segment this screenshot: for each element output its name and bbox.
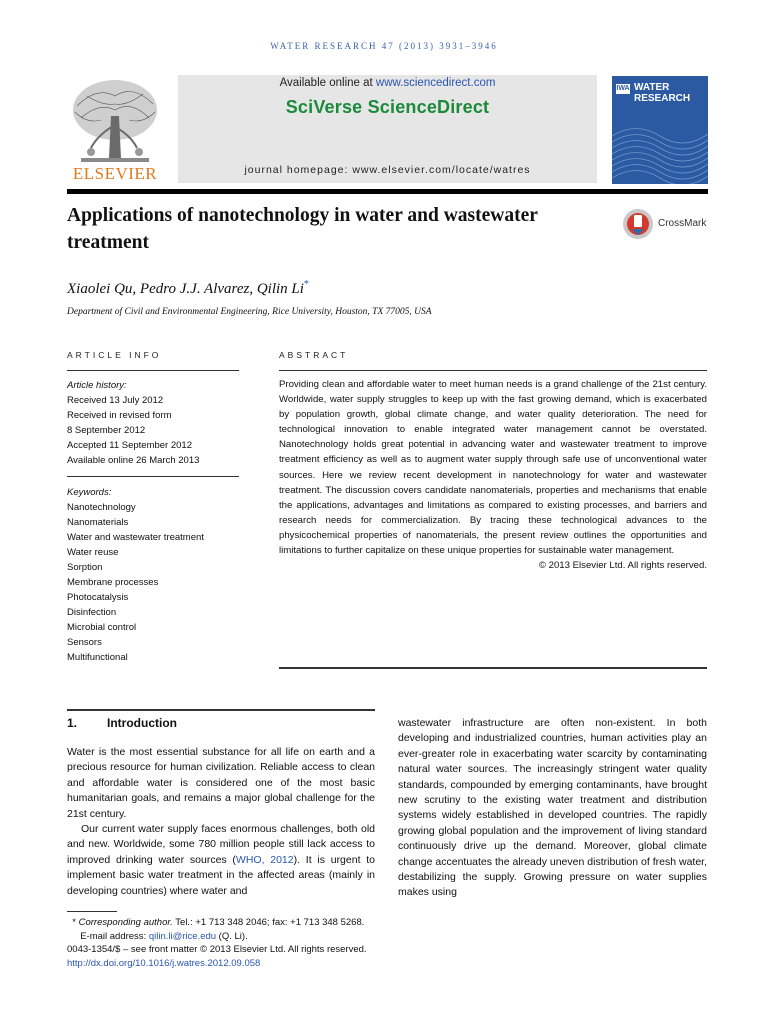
keywords-rule: [67, 476, 239, 477]
footnote: [67, 916, 367, 970]
intro-paragraph: [67, 822, 375, 899]
keyword: Nanomaterials: [67, 517, 129, 528]
crossmark-badge[interactable]: [622, 207, 708, 241]
keyword: Sorption: [67, 562, 103, 573]
keywords-label: Keywords:: [67, 487, 112, 498]
keyword: Microbial control: [67, 622, 137, 633]
intro-p2-start: Our current water supply faces enormous challenges, both old and new. Worldwide, some 780 million people still lack access to improved drinking water sources (: [67, 823, 375, 866]
keyword: Water reuse: [67, 547, 119, 558]
email-label: E-mail address:: [80, 930, 149, 942]
keyword: Sensors: [67, 637, 102, 648]
history-item: Received in revised form: [67, 410, 172, 421]
intro-heading: [67, 716, 177, 730]
article-info-heading: ARTICLE INFO: [67, 350, 162, 360]
crossmark-label: CrossMark: [658, 218, 707, 229]
keyword: Multifunctional: [67, 652, 128, 663]
journal-reference: WATER RESEARCH 47 (2013) 3931–3946: [270, 41, 498, 51]
doi-link[interactable]: http://dx.doi.org/10.1016/j.watres.2012.09.058: [67, 957, 261, 969]
history-label: Article history:: [67, 380, 127, 391]
corresponding-author-note: [67, 916, 367, 930]
intro-left-column: [67, 745, 375, 899]
article-title: Applications of nanotechnology in water and wastewater treatment: [67, 205, 538, 253]
email-link[interactable]: qilin.li@rice.edu: [148, 930, 217, 942]
history-item: Available online 26 March 2013: [67, 455, 200, 466]
section-title: Introduction: [107, 716, 177, 730]
article-info-rule: [67, 370, 239, 371]
abstract-text: Providing clean and affordable water to meet human needs is a grand challenge of the 21st century. Worldwide, water supply struggles to keep up with the fast growing demand, which is exacerbated by population growth, global climate change, and water quality deterioration. The need for technological innovation to enable integrated water management cannot be overstated. Nanotechnology holds great potential in advancing water and wastewater treatment to improve treatment efficiency as well as to augment water supply through safe use of unconventional water sources. Here we review recent development in nanotechnology for water and wastewater treatment. The discussion covers candidate nanomaterials, properties and mechanisms that enable the applications, advantages and limitations as compared to existing processes, and barriers and research needs for commercialization. By tracing these technological advances to the physicochemical properties of nanomaterials, the present review outlines the opportunities and limitations to further capitalize on these unique properties for sustainable water management.: [279, 379, 707, 557]
keyword: Water and wastewater treatment: [67, 532, 204, 543]
abstract-bottom-rule: [279, 667, 707, 669]
cover-iwa: IWA: [616, 85, 630, 92]
email-line: [67, 930, 367, 944]
keyword: Nanotechnology: [67, 502, 136, 513]
footnote-star: *: [72, 917, 76, 928]
keyword: Disinfection: [67, 607, 117, 618]
header-divider: [67, 189, 708, 194]
journal-cover: [612, 76, 708, 184]
corresponding-label: Corresponding author.: [78, 917, 173, 928]
history-item: Received 13 July 2012: [67, 395, 164, 406]
elsevier-wordmark: ELSEVIER: [72, 164, 158, 183]
corresponding-contact: Tel.: +1 713 348 2046; fax: +1 713 348 5268.: [172, 917, 365, 928]
affiliation: Department of Civil and Environmental Engineering, Rice University, Houston, TX 77005, USA: [67, 307, 432, 317]
abstract-copyright: © 2013 Elsevier Ltd. All rights reserved.: [538, 560, 707, 572]
sciencedirect-link[interactable]: www.sciencedirect.com: [375, 77, 496, 89]
intro-paragraph: wastewater infrastructure are often non-existent. In both developing and industrialized countries, human activities play an ever-greater role in exacerbating water scarcity by contaminating natural water sources. The increasingly stringent water quality standards, compounded by emerging contaminants, have brought new scrutiny to the existing water treatment and distribution systems widely established in developed countries. The rapidly growing global population and the improvement of living standard continuously drive up the demand. Moreover, global climate change accentuates the already uneven distribution of fresh water, destabilizing the supply. Growing pressure on water supplies makes using: [398, 717, 707, 899]
available-prefix: Available online at: [279, 77, 376, 89]
corresponding-author-mark[interactable]: *: [303, 279, 309, 290]
elsevier-logo: [67, 76, 163, 186]
history-item: Accepted 11 September 2012: [67, 440, 192, 451]
cover-title-line2: RESEARCH: [634, 93, 691, 104]
author-list: [67, 279, 309, 298]
sciencedirect-banner: [178, 75, 597, 183]
intro-right-column: [398, 716, 707, 901]
cover-title-line1: WATER: [634, 82, 670, 93]
available-online: [178, 77, 597, 89]
article-info: [67, 378, 239, 665]
journal-homepage: journal homepage: www.elsevier.com/locate/watres: [244, 164, 531, 176]
history-item: 8 September 2012: [67, 425, 146, 436]
crossmark-icon: [622, 207, 654, 241]
keyword: Photocatalysis: [67, 592, 129, 603]
intro-p2-end: ). It is urgent to implement basic water treatment in the affected areas (mainly in developing countries) where water and: [67, 853, 376, 897]
section-number: 1.: [67, 716, 78, 730]
abstract-rule: [279, 370, 707, 371]
intro-paragraph: Water is the most essential substance for all life on earth and a precious resource for human civilization. Reliable access to clean and affordable water is considered one of the most basic humanitarian goals, and remains a major global challenge for the 21st century.: [67, 746, 375, 820]
abstract-heading: ABSTRACT: [279, 350, 349, 360]
email-suffix: (Q. Li).: [216, 930, 248, 942]
abstract-body: [279, 377, 707, 573]
authors-text: Xiaolei Qu, Pedro J.J. Alvarez, Qilin Li: [67, 281, 304, 297]
issn-line: 0043-1354/$ – see front matter © 2013 Elsevier Ltd. All rights reserved.: [67, 944, 367, 955]
sciverse-logo: SciVerse ScienceDirect: [285, 97, 490, 117]
keyword: Membrane processes: [67, 577, 159, 588]
intro-top-rule: [67, 709, 375, 711]
citation-link[interactable]: WHO, 2012: [235, 853, 294, 866]
footnote-rule: [67, 911, 117, 912]
